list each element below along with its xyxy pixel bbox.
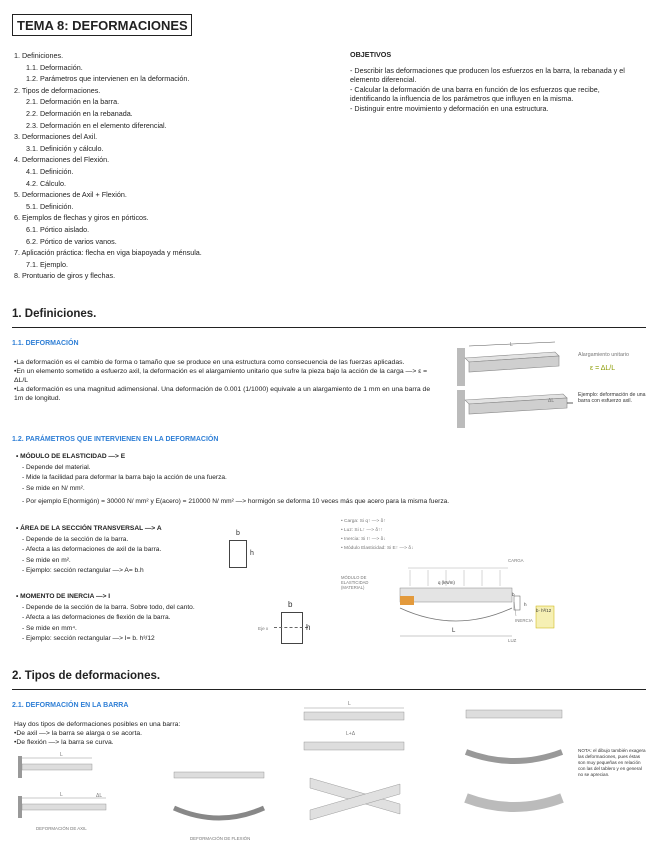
axial-bar-elongated [22, 804, 106, 810]
label-axis: Eje x [258, 626, 269, 631]
beam [400, 588, 512, 602]
label-b: b [236, 530, 240, 537]
luz-label: LUZ [508, 638, 517, 643]
wall-support [457, 348, 465, 386]
objective-item: - Calcular la deformación de una barra en función de los esfuerzos que recibe, identificando la influencia de los parámetros que influyen en la misma. [350, 84, 600, 104]
section-2-rule [12, 689, 646, 690]
beam-bending-figures [462, 700, 572, 830]
list-item: - Se mide en m². [22, 556, 71, 564]
label-L: L [348, 701, 351, 707]
wall-support [18, 756, 22, 778]
inertia-section-rect [281, 612, 303, 644]
toc-item: 4. Deformaciones del Flexión. [14, 155, 110, 165]
unit-strain-label: Alargamiento unitario [578, 352, 629, 358]
material-highlight [400, 596, 414, 605]
area-heading: • ÁREA DE LA SECCIÓN TRANSVERSAL —> A [16, 525, 162, 532]
label-dL: ΔL [548, 398, 555, 404]
label-Luz: L+Δ [346, 731, 356, 737]
toc-item: 4.2. Cálculo. [26, 178, 66, 188]
list-item: - Se mide en mm⁴. [22, 624, 77, 632]
note-item: • Inercia: Si I↑ —> δ↓ [341, 537, 386, 542]
table-of-contents [14, 50, 344, 282]
list-item: - Se mide en N/ mm². [22, 484, 85, 492]
toc-item: 6.2. Pórtico de varios vanos. [26, 236, 117, 246]
load-label: q (kN/m) [438, 580, 455, 585]
beam [304, 712, 404, 720]
list-item: - Depende del material. [22, 463, 91, 471]
inercia-label: INERCIA [515, 618, 533, 623]
axial-bar [22, 764, 92, 770]
modulo-label: MÓDULO DE ELASTICIDAD (MATERIAL) [341, 575, 369, 590]
toc-item: 2.2. Deformación en la rebanada. [26, 108, 133, 118]
beam-3d-figures [300, 698, 420, 843]
note-item: • Módulo Elasticidad: Si E↑ —> δ↓ [341, 546, 414, 551]
carga-label: CARGA [508, 558, 524, 563]
factor-notes [341, 517, 413, 553]
bar-deformation-text [14, 720, 284, 747]
luz-pointer [514, 602, 516, 616]
toc-item: 5.1. Definición. [26, 201, 74, 211]
note-item: • Carga: Si q↑ —> δ↑ [341, 519, 386, 524]
toc-item: 2. Tipos de deformaciones. [14, 85, 101, 95]
toc-item: 5. Deformaciones de Axil + Flexión. [14, 190, 127, 200]
list-item: - Ejemplo: sección rectangular —> A= b.h [22, 567, 144, 575]
wall-support [18, 796, 22, 818]
area-section-rect [229, 540, 247, 568]
neutral-axis [274, 627, 308, 628]
label-L: L [510, 342, 513, 348]
note-text: NOTA: el dibujo también exagera las deformaciones, pues éstas son muy pequeñas en relación con las del tablero y en general no se aprecian. [578, 748, 646, 777]
toc-item: 1. Definiciones. [14, 51, 64, 60]
inercia-heading: • MOMENTO DE INERCIA —> I [16, 593, 111, 600]
toc-item: 2.1. Deformación en la barra. [26, 97, 120, 107]
beam-elongated [304, 742, 404, 750]
beam [466, 710, 562, 718]
list-item: - Depende de la sección de la barra. Sobre todo, del canto. [22, 603, 195, 611]
list-item: - Afecta a las deformaciones de axil de la barra. [22, 546, 162, 554]
toc-item: 2.3. Deformación en el elemento diferencial. [26, 120, 167, 130]
label-h: h [524, 602, 527, 607]
modulo-block [16, 452, 636, 508]
subsection-2-1-heading: 2.1. DEFORMACIÓN EN LA BARRA [12, 702, 129, 709]
label-L: L [60, 752, 63, 758]
label-b: b [512, 592, 515, 597]
list-item: - Depende de la sección de la barra. [22, 535, 129, 543]
figure-caption: Ejemplo: deformación de una barra con esfuerzo axil. [578, 392, 646, 405]
objectives-box [350, 50, 640, 114]
toc-item: 7. Aplicación práctica: flecha en viga biapoyada y ménsula. [14, 248, 202, 258]
objectives-heading: OBJETIVOS [350, 50, 392, 59]
section-1-rule [12, 327, 646, 328]
toc-item: 8. Prontuario de giros y flechas. [14, 271, 116, 281]
deformation-definition [14, 358, 439, 403]
label-L2: L [60, 792, 63, 798]
inercia-block [16, 592, 286, 645]
toc-item: 1.2. Parámetros que intervienen en la deformación. [26, 74, 190, 84]
area-block [16, 524, 216, 577]
toc-item: 3. Deformaciones del Axil. [14, 132, 98, 142]
paragraph: •La deformación es una magnitud adimensional. Una deformación de 0.001 (1/1000) equivale a un alargamiento de 1 mm en una barra de 1m de longitud. [14, 386, 431, 402]
paragraph: Hay dos tipos de deformaciones posibles en una barra: [14, 721, 181, 728]
strain-formula: ε = ΔL/L [590, 365, 616, 372]
wall-support [457, 390, 465, 428]
deflected-shape [400, 608, 512, 621]
paragraph: •En un elemento sometido a esfuerzo axil, la deformación es el alargamiento unitario que sufre la pieza bajo la acción de la carga —> ε = ΔL/L [14, 368, 428, 384]
list-item: - Mide la facilidad para deformar la barra bajo la acción de una fuerza. [22, 474, 227, 482]
flexural-bar-bent [174, 808, 264, 818]
axial-bar-figure [455, 340, 575, 430]
load-arrows [410, 570, 500, 586]
beam-bent-3d [466, 798, 562, 807]
toc-item: 3.1. Definición y cálculo. [26, 143, 104, 153]
beam-deflection-figure [338, 556, 568, 648]
toc-item: 4.1. Definición. [26, 166, 74, 176]
list-item: - Ejemplo: sección rectangular —> I= b. h³/12 [22, 635, 155, 643]
toc-item: 6.1. Pórtico aislado. [26, 224, 90, 234]
list-item: - Por ejemplo E(hormigón) = 30000 N/ mm² y E(acero) = 210000 N/ mm² —> hormigón se deforma 10 veces más que acero para la misma fuerza. [22, 498, 450, 506]
document-title: TEMA 8: DEFORMACIONES [12, 14, 192, 36]
section-2-heading: 2. Tipos de deformaciones. [12, 670, 161, 682]
span-label: L [452, 628, 456, 634]
modulo-heading: • MÓDULO DE ELASTICIDAD —> E [16, 453, 126, 460]
caption-axil: DEFORMACIÓN DE AXIL [36, 826, 87, 831]
objective-item: - Distinguir entre movimiento y deformación en una estructura. [350, 103, 549, 113]
list-item: - Afecta a las deformaciones de flexión de la barra. [22, 614, 171, 622]
caption-flexion: DEFORMACIÓN DE FLEXIÓN [190, 836, 251, 841]
toc-item: 1.1. Deformación. [26, 62, 83, 72]
objective-item: - Describir las deformaciones que producen los esfuerzos en la barra, la rebanada y el elemento diferencial. [350, 65, 625, 85]
flexural-bar [174, 772, 264, 778]
label-b: b [288, 600, 293, 609]
list-item: •De flexión —> la barra se curva. [14, 739, 114, 746]
label-dL: ΔL [96, 793, 103, 799]
list-item: •De axil —> la barra se alarga o se acorta. [14, 730, 142, 737]
label-h: h [306, 623, 311, 632]
toc-item: 6. Ejemplos de flechas y giros en pórticos. [14, 213, 149, 223]
subsection-1-2-heading: 1.2. PARÁMETROS QUE INTERVIENEN EN LA DEFORMACIÓN [12, 436, 219, 443]
section-1-heading: 1. Definiciones. [12, 308, 97, 320]
label-h: h [250, 550, 254, 557]
inercia-formula: b· h³/12 [536, 608, 552, 613]
note-item: • Luz: Si L↑ —> δ↑↑ [341, 528, 383, 533]
subsection-1-1-heading: 1.1. DEFORMACIÓN [12, 340, 79, 347]
paragraph: •La deformación es el cambio de forma o tamaño que se produce en una estructura como consecuencia de las fuerzas aplicadas. [14, 359, 405, 366]
beam-bent [466, 752, 562, 761]
toc-item: 7.1. Ejemplo. [26, 259, 68, 269]
